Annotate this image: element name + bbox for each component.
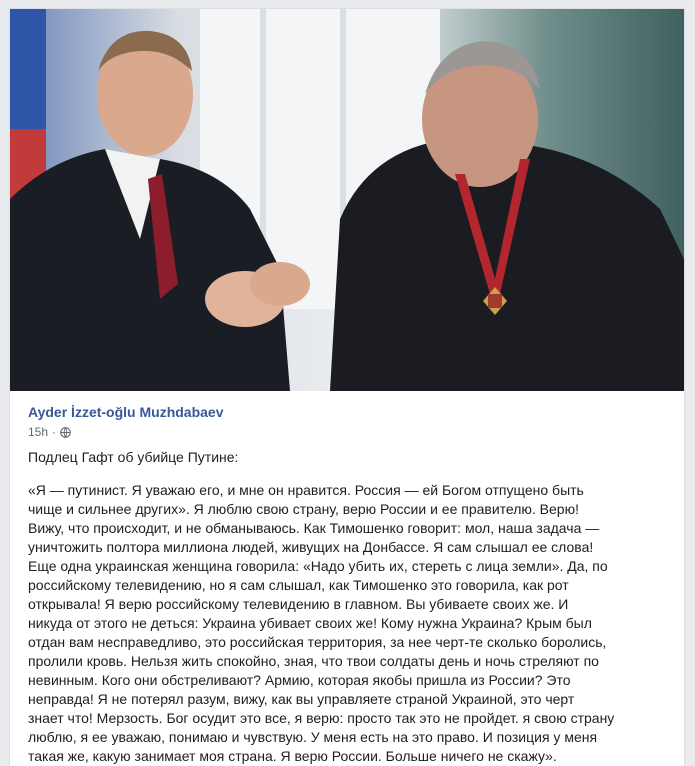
post-photo[interactable] — [10, 9, 684, 391]
photo-illustration — [10, 9, 684, 391]
post-author-name[interactable]: Ayder İzzet-oğlu Muzhdabaev — [28, 404, 224, 420]
post-text — [28, 448, 678, 766]
globe-icon[interactable] — [60, 427, 71, 438]
post-intro: Подлец Гафт об убийце Путине: — [28, 449, 239, 465]
meta-separator: · — [52, 425, 57, 439]
post-quote: «Я — путинист. Я уважаю его, и мне он нравится. Россия — ей Богом отпущено быть чище и сильнее других». Я люблю свою страну, верю России и ее правителю. Верю! Вижу, что происходит, и не обманываюсь. Как Тимошенко говорит: мол, наша задача — уничтожить полтора миллиона людей, живущих на Донбассе. Я сам слышал ее слова! Еще одна украинская женщина говорила: «Надо убить их, стереть с лица земли». Да, по российскому телевидению, но я сам слышал, как Тимошенко это говорила, как рот открывала! Я верю российскому телевидению в главном. Вы убиваете своих же. И никуда от этого не деться: Украина убивает своих же! Кому нужна Украина? Крым был отдан вам несправедливо, это российская территория, за нее черт-те сколько боролись, пролили кровь. Нельзя жить спокойно, зная, что твои солдаты день и ночь стреляют по невинным. Кого они обстреливают? Армию, которая якобы пришла из России? Это неправда! Я не потерял разум, вижу, как вы управляете страной Украиной, это черт знает что! Мерзость. Бог осудит это все, я верю: просто так это не пройдет. я свою страну люблю, я ее уважаю, понимаю и чувствую. У меня есть на это право. И позиция у меня такая же, какую занимает моя страна. Я верю России. Больше ничего не скажу». — [28, 482, 615, 764]
post-meta — [28, 425, 71, 439]
post-card — [9, 8, 685, 766]
post-timestamp[interactable]: 15h — [28, 425, 49, 439]
